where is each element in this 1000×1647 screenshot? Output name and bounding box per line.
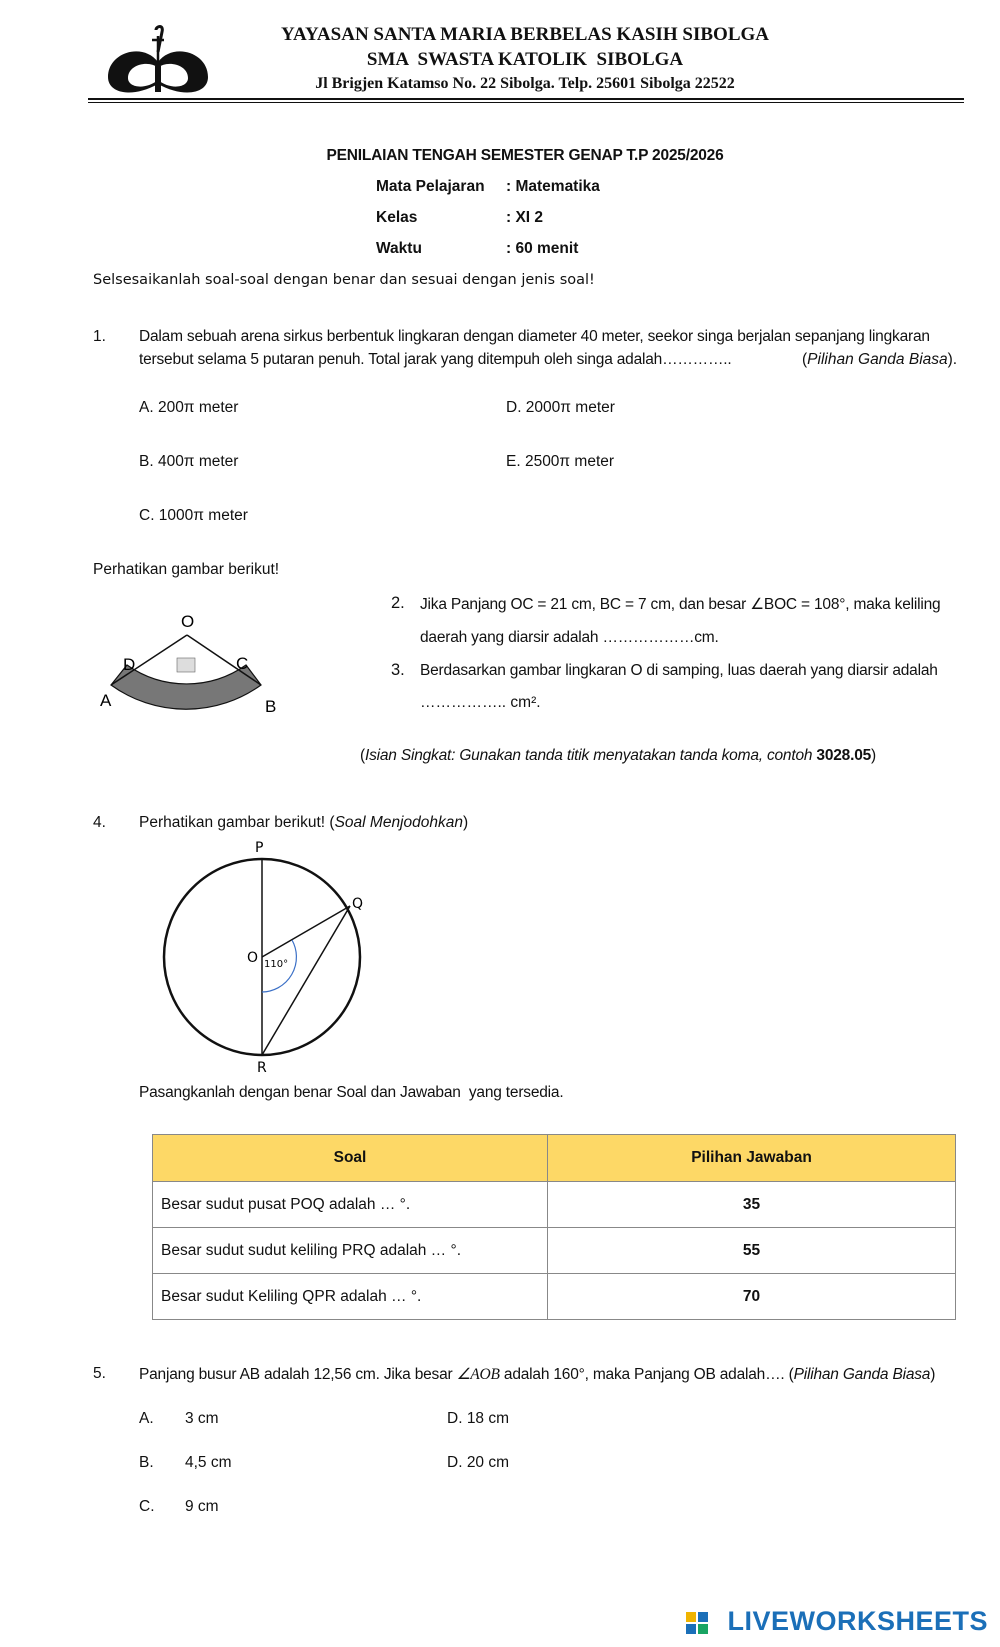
- q3-text-line1: Berdasarkan gambar lingkaran O di samping, luas daerah yang diarsir adalah: [420, 662, 938, 679]
- q1-option-c[interactable]: C. 1000π meter: [139, 507, 248, 524]
- q5-option-d1[interactable]: [447, 1410, 509, 1428]
- q1-type: (Pilihan Ganda Biasa).: [802, 351, 958, 368]
- table-row: [153, 1182, 956, 1228]
- q1-option-b[interactable]: B. 400π meter: [139, 453, 239, 470]
- figure-decoration: [177, 658, 195, 672]
- q5-option-d2[interactable]: [447, 1454, 509, 1472]
- q5-option-a-letter: A.: [139, 1410, 154, 1427]
- fig-label-r: R: [257, 1060, 267, 1076]
- q1-number: 1.: [93, 328, 106, 345]
- header-address: Jl Brigjen Katamso No. 22 Sibolga. Telp. 25601 Sibolga 22522: [315, 75, 735, 92]
- exam-instruction: Selsesaikanlah soal-soal dengan benar dan sesuai dengan jenis soal!: [93, 272, 595, 288]
- q1-text-line1: Dalam sebuah arena sirkus berbentuk lingkaran dengan diameter 40 meter, seekor singa berjalan sepanjang lingkaran: [139, 328, 930, 345]
- q4-number: 4.: [93, 814, 106, 831]
- q1-option-d[interactable]: D. 2000π meter: [506, 399, 615, 416]
- q2-text-line1: Jika Panjang OC = 21 cm, BC = 7 cm, dan besar ∠BOC = 108°, maka keliling: [420, 596, 941, 613]
- q5-option-b[interactable]: 4,5 cm: [185, 1454, 232, 1471]
- q5-number: 5.: [93, 1365, 106, 1382]
- chord-rq: [262, 906, 350, 1055]
- q5-option-d2-value: 20 cm: [466, 1454, 510, 1471]
- q1-text-line2: tersebut selama 5 putaran penuh. Total jarak yang ditempuh oleh singa adalah…………..: [139, 351, 732, 368]
- fig-label-q: Q: [352, 896, 364, 912]
- fig-label-o: O: [181, 612, 195, 631]
- q1-type-text: Pilihan Ganda Biasa: [807, 351, 948, 368]
- q5-type: Pilihan Ganda Biasa: [793, 1366, 931, 1383]
- q5-option-d1-value: 18 cm: [466, 1410, 510, 1427]
- exam-title: PENILAIAN TENGAH SEMESTER GENAP T.P 2025/2026: [326, 147, 724, 164]
- exam-class-label: Kelas: [376, 209, 418, 226]
- fig-label-a: A: [100, 691, 112, 710]
- q5-option-d2-letter: D.: [447, 1454, 463, 1471]
- q23-note-example: 3028.05: [816, 747, 872, 764]
- q5-option-a[interactable]: 3 cm: [185, 1410, 219, 1427]
- q5-option-d1-letter: D.: [447, 1410, 463, 1427]
- q4-type: Soal Menjodohkan: [334, 814, 463, 831]
- soal-cell[interactable]: Besar sudut sudut keliling PRQ adalah … °.: [153, 1228, 548, 1274]
- liveworksheets-brand[interactable]: LIVEWORKSHEETS: [727, 1606, 988, 1636]
- q4-text-body: Perhatikan gambar berikut!: [139, 814, 326, 831]
- table-header-soal: Soal: [153, 1135, 548, 1182]
- q3-number: 3.: [391, 661, 405, 679]
- q5-option-c-letter: C.: [139, 1498, 155, 1515]
- table-header-jawaban: Pilihan Jawaban: [548, 1135, 956, 1182]
- q1-option-e[interactable]: E. 2500π meter: [506, 453, 615, 470]
- jawaban-cell[interactable]: 70: [548, 1274, 956, 1320]
- fig-label-center: O: [247, 950, 259, 966]
- exam-subject-value: : Matematika: [506, 178, 600, 195]
- q5-text-a: Panjang busur AB adalah 12,56 cm. Jika besar: [139, 1366, 453, 1383]
- matching-table: [152, 1134, 956, 1320]
- q4-text: Perhatikan gambar berikut! (Soal Menjodohkan): [139, 814, 469, 831]
- q3-text-line2-body: …………….. cm²: [420, 694, 537, 711]
- jawaban-cell[interactable]: 55: [548, 1228, 956, 1274]
- exam-time-value: : 60 menit: [506, 240, 579, 257]
- soal-cell[interactable]: Besar sudut pusat POQ adalah … °.: [153, 1182, 548, 1228]
- q1-option-a[interactable]: A. 200π meter: [139, 399, 239, 416]
- fig-label-b: B: [265, 697, 277, 716]
- school-logo: [98, 22, 218, 100]
- circle-figure: [150, 836, 390, 1076]
- q5-text-b: adalah 160°, maka Panjang OB adalah….: [503, 1366, 785, 1383]
- fig-label-c: C: [236, 654, 249, 673]
- sector-figure: [95, 612, 295, 732]
- header-rule-thin: [88, 102, 964, 103]
- radius-oq: [262, 906, 350, 957]
- q23-note: (Isian Singkat: Gunakan tanda titik menyatakan tanda koma, contoh 3028.05): [360, 747, 877, 764]
- fig-angle-label: 110°: [264, 959, 289, 970]
- q23-intro: Perhatikan gambar berikut!: [93, 561, 280, 578]
- jawaban-cell[interactable]: 35: [548, 1182, 956, 1228]
- exam-class-value: : XI 2: [506, 209, 544, 226]
- header-school: SMA SWASTA KATOLIK SIBOLGA: [366, 49, 684, 70]
- table-row: [153, 1228, 956, 1274]
- brand-logo-icon: [686, 1612, 708, 1634]
- q5-text: Panjang busur AB adalah 12,56 cm. Jika besar ∠AOB adalah 160°, maka Panjang OB adalah…. (Pilihan Ganda Biasa): [139, 1366, 936, 1383]
- fig-label-p: P: [255, 840, 264, 856]
- q5-option-b-letter: B.: [139, 1454, 154, 1471]
- q5-angle: ∠AOB: [456, 1366, 500, 1383]
- q5-option-c[interactable]: 9 cm: [185, 1498, 219, 1515]
- exam-time-label: Waktu: [376, 240, 422, 257]
- q2-number: 2.: [391, 594, 405, 612]
- q3-text-line2: …………….. cm².: [420, 694, 541, 711]
- header-foundation: YAYASAN SANTA MARIA BERBELAS KASIH SIBOLGA: [281, 24, 769, 45]
- fig-label-d: D: [123, 655, 136, 674]
- exam-subject-label: Mata Pelajaran: [376, 178, 485, 195]
- table-header-row: [153, 1135, 956, 1182]
- q2-text-line2: daerah yang diarsir adalah ………………cm.: [420, 629, 719, 646]
- q4-instruction: Pasangkanlah dengan benar Soal dan Jawaban yang tersedia.: [139, 1084, 564, 1101]
- table-row: [153, 1274, 956, 1320]
- header-rule-thick: [88, 98, 964, 100]
- soal-cell[interactable]: Besar sudut Keliling QPR adalah … °.: [153, 1274, 548, 1320]
- q23-note-italic: Isian Singkat: Gunakan tanda titik menyatakan tanda koma, contoh: [364, 747, 813, 764]
